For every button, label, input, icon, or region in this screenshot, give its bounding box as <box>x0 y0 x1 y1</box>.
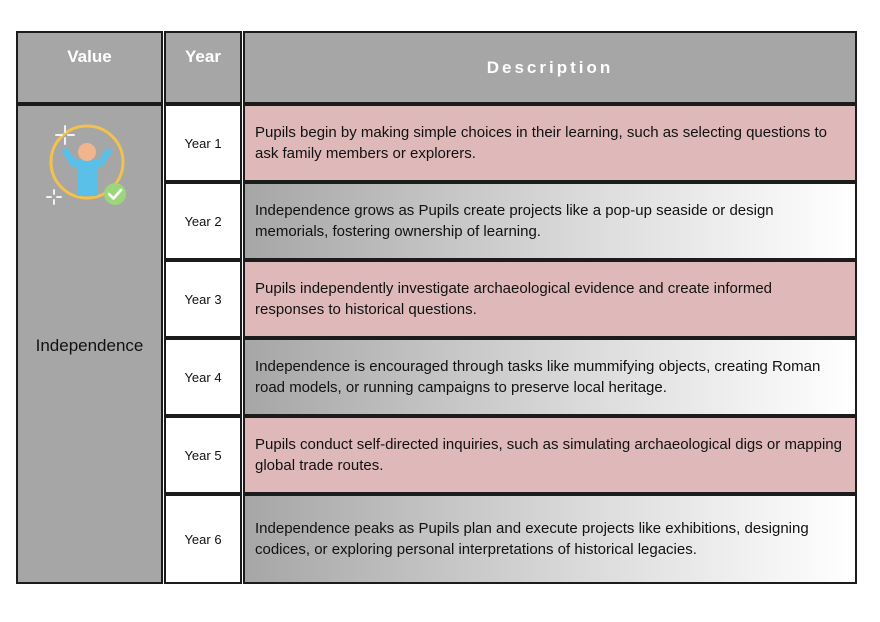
description-cell <box>243 104 857 182</box>
year-cell: Year 5 <box>164 416 242 494</box>
header-year: Year <box>164 31 242 104</box>
description-cell <box>243 494 857 584</box>
year-cell: Year 1 <box>164 104 242 182</box>
description-cell <box>243 182 857 260</box>
description-text: Pupils independently investigate archaeological evidence and create informed responses to historical questions. <box>255 280 773 318</box>
description-text: Pupils begin by making simple choices in their learning, such as selecting questions to ask family members or explorers. <box>255 124 827 162</box>
description-text: Independence is encouraged through tasks like mummifying objects, creating Roman road models, or running campaigns to preserve local heritage. <box>255 358 821 396</box>
description-text: Pupils conduct self-directed inquiries, such as simulating archaeological digs or mapping global trade routes. <box>255 436 842 474</box>
header-value: Value <box>16 31 163 104</box>
year-cell: Year 3 <box>164 260 242 338</box>
description-cell <box>243 416 857 494</box>
description-cell <box>243 260 857 338</box>
year-cell: Year 6 <box>164 494 242 584</box>
person-cheering-check-icon <box>45 122 129 210</box>
description-text: Independence grows as Pupils create projects like a pop-up seaside or design memorials, fostering ownership of learning. <box>255 202 774 240</box>
header-description: Description <box>243 31 857 104</box>
value-cell <box>16 104 163 584</box>
year-cell: Year 2 <box>164 182 242 260</box>
description-text: Independence peaks as Pupils plan and execute projects like exhibitions, designing codices, or exploring personal interpretations of historical legacies. <box>255 520 809 558</box>
description-cell <box>243 338 857 416</box>
year-cell: Year 4 <box>164 338 242 416</box>
value-label: Independence <box>35 336 144 355</box>
